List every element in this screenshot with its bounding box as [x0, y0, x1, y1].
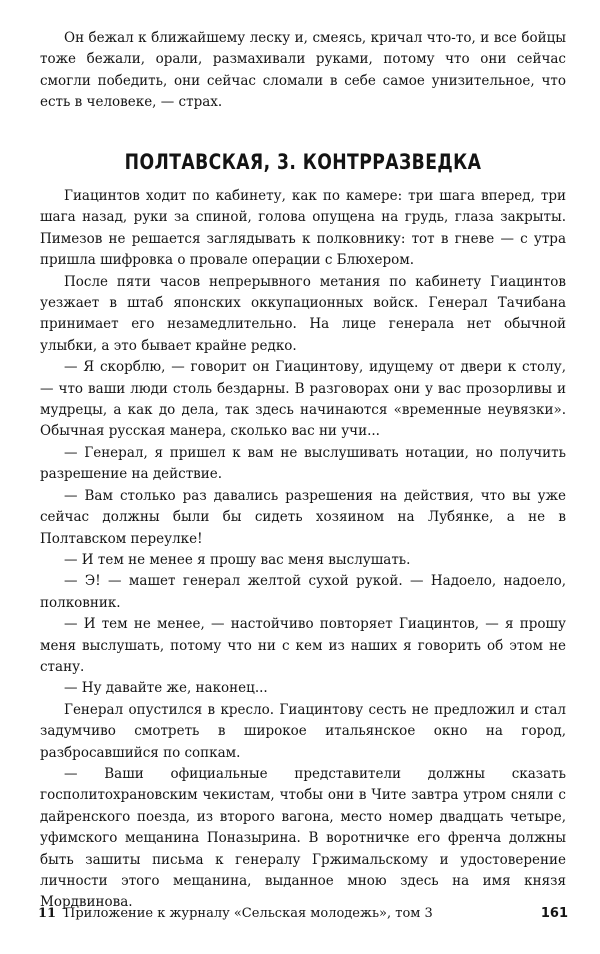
top-paragraph: Он бежал к ближайшему леску и, смеясь, кричал что-то, и все бойцы тоже бежали, орали, размахивали руками, потому что они сейчас смогли победить, они сейчас сломали в себе самое унизительное, что есть в человеке, — страх. — [40, 30, 566, 111]
paragraph: — Ну давайте же, наконец... — [64, 680, 268, 697]
signature-mark: 11 — [38, 906, 57, 921]
paragraph: Генерал опустился в кресло. Гиацинтову сесть не предложил и стал задумчиво смотреть в широкое итальянское окно на город, разбросавшийся по сопкам. — [40, 701, 566, 761]
chapter-heading: ПОЛТАВСКАЯ, 3. КОНТРРАЗВЕДКА — [124, 150, 482, 174]
paragraph: — И тем не менее, — настойчиво повторяет Гиацинтов, — я прошу меня выслушать, потому что ни с кем из наших я говорить об этом не стану. — [40, 616, 566, 675]
paragraph: — Ваши официальные представители должны сказать госполитохрановским чекистам, чтобы они в Чите завтра утром сняли с дайренского поезда, из второго вагона, место номер двадцать четыре, уфимского мещанина Поназырина. В воротничке его френча должны быть зашиты письма к генералу Гржимальскому и удостоверение личности этого мещанина, выданное мною здесь на имя князя Мордвинова. — [40, 765, 566, 911]
top-text-block — [40, 28, 566, 114]
paragraph: — Генерал, я пришел к вам не выслушивать нотации, но получить разрешение на действие. — [40, 444, 566, 483]
main-text-block — [40, 186, 566, 914]
paragraph: — Я скорблю, — говорит он Гиацинтову, идущему от двери к столу, — что ваши люди столь бездарны. В разговорах они у вас прозорливы и мудрецы, а как до дела, так здесь начинаются «временные неувязки». Обычная русская манера, сколько вас ни учи... — [40, 359, 566, 440]
page-footer — [38, 906, 568, 926]
paragraph: Гиацинтов ходит по кабинету, как по камере: три шага вперед, три шага назад, руки за спиной, голова опущена на грудь, глаза закрыты. Пимезов не решается заглядывать к полковнику: тот в гневе — с утра пришла шифровка о провале операции с Блюхером. — [40, 188, 566, 269]
page-number: 161 — [540, 906, 568, 921]
paragraph: После пяти часов непрерывного метания по кабинету Гиацинтов уезжает в штаб японских оккупационных войск. Генерал Тачибана принимает его незамедлительно. На лице генерала нет обычной улыбки, а это бывает крайне редко. — [40, 273, 566, 354]
paragraph: — Вам столько раз давались разрешения на действия, что вы уже сейчас должны были бы сидеть хозяином на Лубянке, а не в Полтавском переулке! — [40, 487, 566, 547]
publication-source: Приложение к журналу «Сельская молодежь», том 3 — [64, 906, 433, 921]
paragraph: — И тем не менее я прошу вас меня выслушать. — [64, 551, 411, 568]
paragraph: — Э! — машет генерал желтой сухой рукой. — Надоело, надоело, полковник. — [40, 573, 566, 611]
